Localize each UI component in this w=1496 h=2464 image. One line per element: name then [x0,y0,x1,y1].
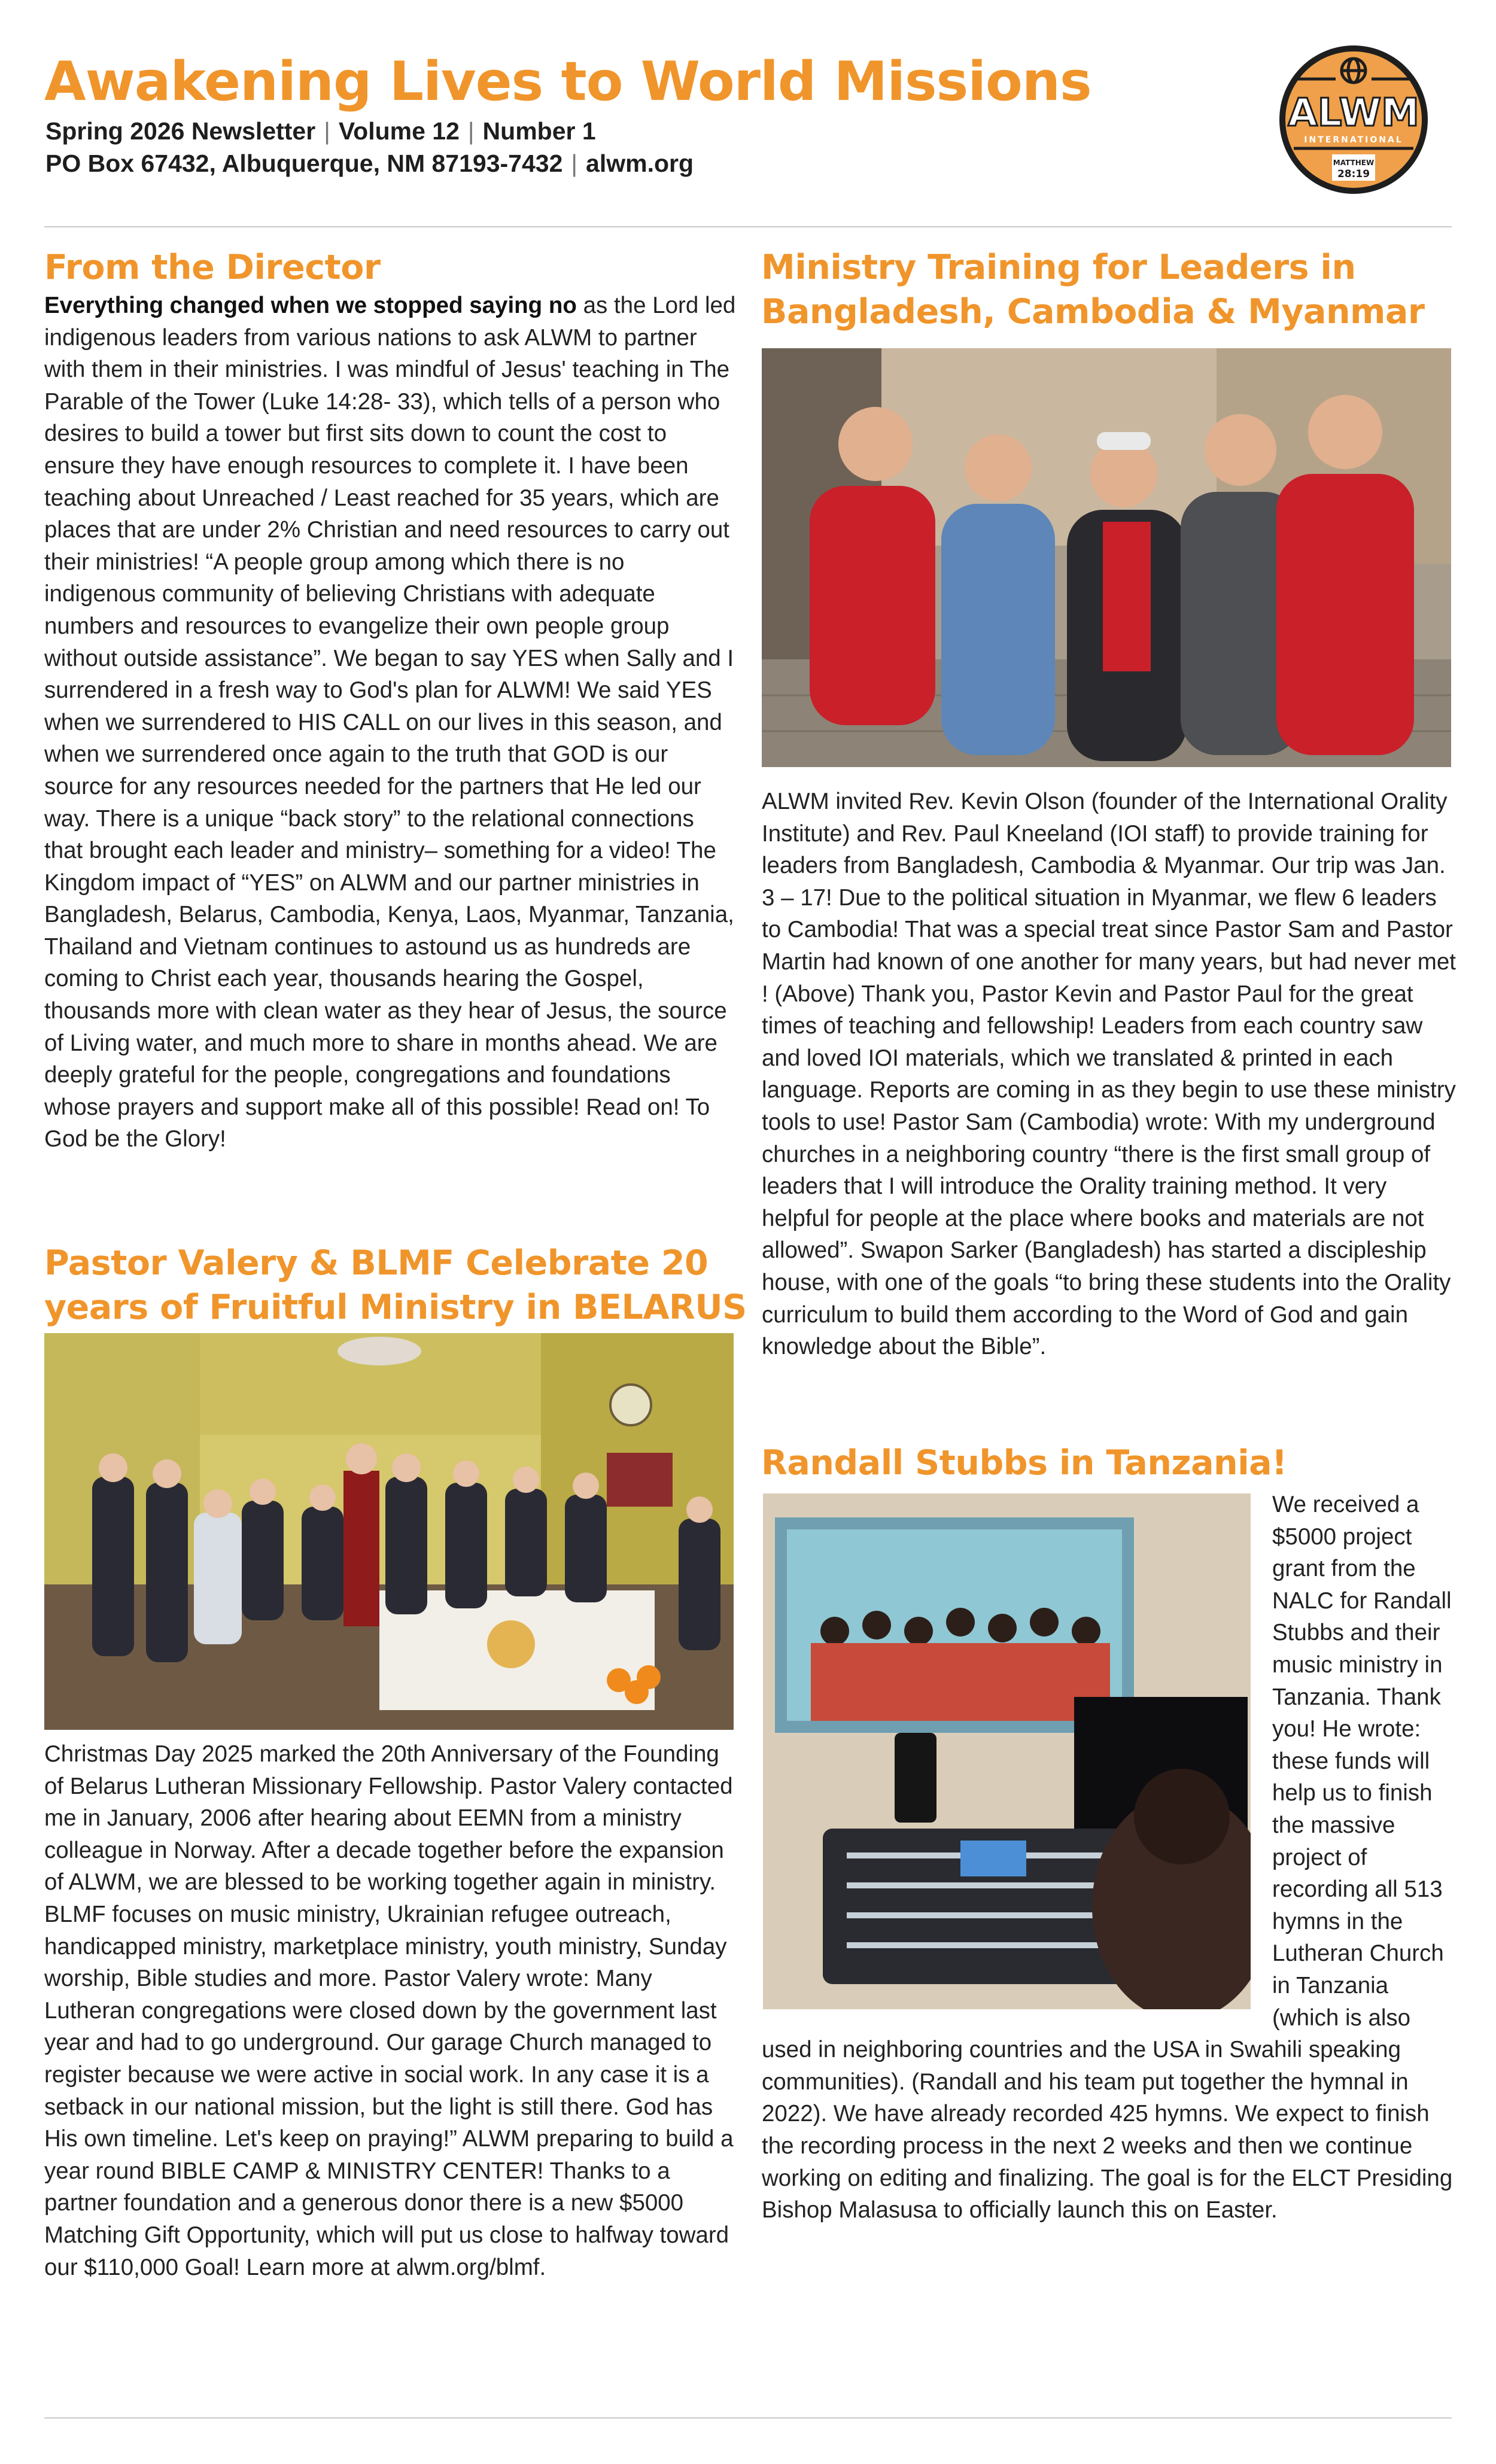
tanzania-studio-photo [763,1493,1251,2009]
logo-text: ALWM [1288,91,1419,135]
newsletter-title: Awakening Lives to World Missions [44,50,1091,113]
mailing-address: PO Box 67432, Albuquerque, NM 87193-7432 [45,150,563,177]
director-article [44,290,738,1155]
issue-line: Spring 2026 Newsletter | Volume 12 | Number 1 [45,117,596,145]
belarus-heading: Pastor Valery & BLMF Celebrate 20 years of Fruitful Ministry in BELARUS [44,1243,747,1327]
address-line: PO Box 67432, Albuquerque, NM 87193-7432 | alwm.org [45,150,694,177]
training-heading: Ministry Training for Leaders in Bangladesh, Cambodia & Myanmar [761,248,1425,331]
footer-divider [44,2417,1452,2419]
issue-label: Spring 2026 Newsletter [45,117,316,145]
training-body: ALWM invited Rev. Kevin Olson (founder of the International Orality Institute) and Rev. Paul Kneeland (IOI staff) to provide training for leaders from Bangladesh, Cambodia & Myanmar. Our trip was Jan. 3 – 17! Due to the political situation in Myanmar, we flew 6 leaders to Cambodia! That was a special treat since Pastor Sam and Pastor Martin had known of one another for many years, but had never met ! (Above) Thank you, Pastor Kevin and Pastor Paul for the great times of teaching and fellowship! Leaders from each country saw and loved IOI materials, which we translated & printed in each language. Reports are coming in as they begin to use these ministry tools to use! Pastor Sam (Cambodia) wrote: With my underground churches in a neighboring country “there is the first small group of leaders that I will introduce the Orality training method. It very helpful for people at the place where books and materials are not allowed”. Swapon Sarker (Bangladesh) has started a discipleship house, with one of the goals “to bring these students into the Orality curriculum to build them according to the Word of God and gain knowledge about the Bible”. [762,789,1456,1360]
director-lead: Everything changed when we stopped saying no [44,293,577,318]
belarus-body: Christmas Day 2025 marked the 20th Anniversary of the Founding of Belarus Lutheran Missionary Fellowship. Pastor Valery contacted me in January, 2006 after hearing about EEMN from a ministry colleague in Norway. After a decade together before the expansion of ALWM, we are blessed to be working together again in ministry. BLMF focuses on music ministry, Ukrainian refugee outreach, handicapped ministry, marketplace ministry, youth ministry, Sunday worship, Bible studies and more. Pastor Valery wrote: Many Lutheran congregations were closed down by the government last year and had to go underground. Our garage Church managed to register because we were active in social work. In any case it is a setback in our national mission, but the light is still there. God has His own timeline. Let's keep on praying!” ALWM preparing to build a year round BIBLE CAMP & MINISTRY CENTER! Thanks to a partner foundation and a generous donor there is a new $5000 Matching Gift Opportunity, which will put us close to halfway toward our $110,000 Goal! Learn more at alwm.org/blmf. [44,1741,734,2280]
logo-subtitle: INTERNATIONAL [1304,135,1403,145]
volume-label: Volume 12 [338,117,460,145]
tanzania-article [1272,1489,1458,2034]
tanzania-body-continued: used in neighboring countries and the USA in Swahili speaking communities). (Randall and his team put together the hymnal in 2022). We have already recorded 425 hymns. We expect to finish the recording process in the next 2 weeks and then we continue working on editing and finalizing. The goal is for the ELCT Presiding Bishop Malasusa to officially launch this on Easter. [762,2037,1453,2223]
director-body: as the Lord led indigenous leaders from various nations to ask ALWM to partner with them in their ministries. I was mindful of Jesus' teaching in The Parable of the Tower (Luke 14:28- 33), which tells of a person who desires to build a tower but first sits down to count the cost to ensure they have enough resources to complete it. I have been teaching about Unreached / Least reached for 35 years, which are places that are under 2% Christian and need resources to carry out their ministries! “A people group among which there is no indigenous community of believing Christians with adequate numbers and resources to evangelize their own people group without outside assistance”. We began to say YES when Sally and I surrendered in a fresh way to God's plan for ALWM! We said YES when we surrendered to HIS CALL on our lives in this season, and when we surrendered once again to the truth that GOD is our source for any resources needed for the partners that He led our way. There is a unique “back story” to the relational connections that brought each leader and ministry– something for a video! The Kingdom impact of “YES” on ALWM and our partner ministries in Bangladesh, Belarus, Cambodia, Kenya, Laos, Myanmar, Tanzania, Thailand and Vietnam continues to astound us as hundreds are coming to Christ each year, thousands hearing the Gospel, thousands more with clean water as they hear of Jesus, the source of Living water, and much more to share in months ahead. We are deeply grateful for the people, congregations and foundations whose prayers and support make all of this possible! Read on! To God be the Glory! [44,293,736,1152]
website-link[interactable]: alwm.org [586,150,694,177]
logo-verse-ref: 28:19 [1337,168,1370,180]
director-heading: From the Director [44,248,381,287]
belarus-article [44,1738,738,2283]
header-divider [44,226,1452,227]
tanzania-body: We received a $5000 project grant from the NALC for Randall Stubbs and their music ministry in Tanzania. Thank you! He wrote: these funds will help us to finish the massive project of recording all 513 hymns in the Lutheran Church in Tanzania (which is also [1272,1492,1452,2031]
belarus-group-photo [44,1333,734,1730]
training-leaders-photo [762,348,1451,767]
logo-verse-book: MATTHEW [1333,159,1375,167]
training-article [762,786,1456,1363]
number-label: Number 1 [482,117,596,145]
alwm-logo [1277,43,1430,196]
tanzania-heading: Randall Stubbs in Tanzania! [761,1443,1287,1483]
